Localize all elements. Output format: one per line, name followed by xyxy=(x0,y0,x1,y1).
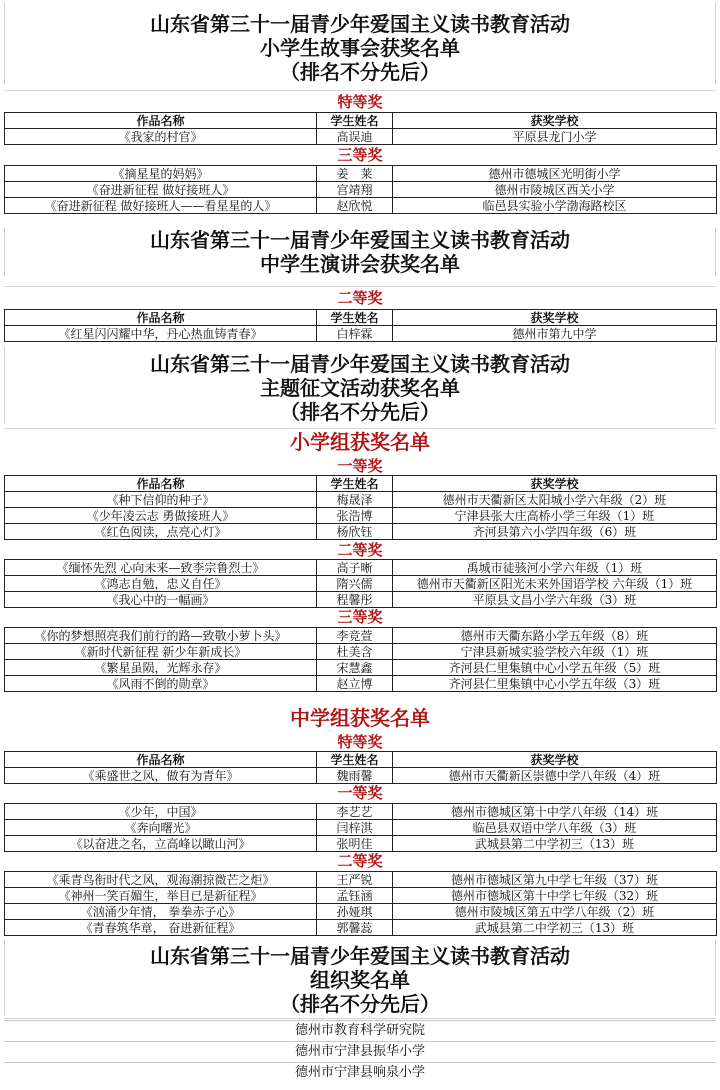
school-cell: 齐河县仁里集镇中心小学五年级（5）班 xyxy=(393,660,717,676)
table-row xyxy=(5,872,717,888)
header-school: 获奖学校 xyxy=(393,310,717,326)
primary-table-second xyxy=(4,559,717,608)
work-title-cell: 《奋进新征程 做好接班人——看星星的人》 xyxy=(5,198,317,214)
student-name-cell: 孟钰涵 xyxy=(317,888,393,904)
header-school: 获奖学校 xyxy=(393,113,717,129)
school-cell: 禹城市徒骇河小学六年级（1）班 xyxy=(393,560,717,576)
student-name-cell: 隋兴儒 xyxy=(317,576,393,592)
primary-table-third xyxy=(4,627,717,692)
table-row xyxy=(5,166,717,182)
award-grade-label: 特等奖 xyxy=(337,733,383,751)
header-work-title: 作品名称 xyxy=(5,476,317,492)
student-name-cell: 程馨彤 xyxy=(317,592,393,608)
speech-title-line-1: 山东省第三十一届青少年爱国主义读书教育活动 xyxy=(150,228,570,252)
school-cell: 平原县文昌小学六年级（3）班 xyxy=(393,592,717,608)
primary-group-heading: 小学组获奖名单 xyxy=(290,430,430,454)
speech-table-second xyxy=(4,309,717,342)
school-cell: 齐河县第六小学四年级（6）班 xyxy=(393,524,717,540)
school-cell: 德州市德城区第十中学八年级（14）班 xyxy=(393,804,717,820)
middle-table-first xyxy=(4,803,717,852)
work-title-cell: 《奔向曙光》 xyxy=(5,820,317,836)
student-name-cell: 张浩博 xyxy=(317,508,393,524)
organization-title-line-3: （排名不分先后） xyxy=(280,992,440,1016)
table-row xyxy=(5,576,717,592)
primary-table-first xyxy=(4,475,717,540)
work-title-cell: 《鸿志自勉，忠义自任》 xyxy=(5,576,317,592)
table-row xyxy=(5,524,717,540)
header-work-title: 作品名称 xyxy=(5,752,317,768)
work-title-cell: 《我家的村官》 xyxy=(5,129,317,145)
work-title-cell: 《缅怀先烈 心向未来—致李宗鲁烈士》 xyxy=(5,560,317,576)
divider xyxy=(4,90,716,91)
school-cell: 德州市陵城区西关小学 xyxy=(393,182,717,198)
story-table-third xyxy=(4,165,717,214)
divider xyxy=(4,1018,716,1019)
story-title-line-1: 山东省第三十一届青少年爱国主义读书教育活动 xyxy=(150,12,570,36)
work-title-cell: 《汹涌少年情， 拳拳赤子心》 xyxy=(5,904,317,920)
student-name-cell: 李艺艺 xyxy=(317,804,393,820)
organization-title xyxy=(4,940,716,1016)
work-title-cell: 《乘青鸟衔时代之风，观海潮掠微芒之炬》 xyxy=(5,872,317,888)
award-grade-label: 一等奖 xyxy=(337,784,383,802)
divider xyxy=(4,286,716,287)
student-name-cell: 郭馨蕊 xyxy=(317,920,393,936)
work-title-cell: 《乘盛世之风，做有为青年》 xyxy=(5,768,317,784)
organization-title-line-2: 组织奖名单 xyxy=(310,968,410,992)
table-header-row xyxy=(5,476,717,492)
table-row xyxy=(5,676,717,692)
work-title-cell: 《摘星星的妈妈》 xyxy=(5,166,317,182)
table-row xyxy=(5,508,717,524)
work-title-cell: 《少年，中国》 xyxy=(5,804,317,820)
school-cell: 德州市天衢东路小学五年级（8）班 xyxy=(393,628,717,644)
header-work-title: 作品名称 xyxy=(5,310,317,326)
table-row xyxy=(5,888,717,904)
student-name-cell: 孙娅琪 xyxy=(317,904,393,920)
table-row xyxy=(5,628,717,644)
student-name-cell: 姜 莱 xyxy=(317,166,393,182)
work-title-cell: 《青春筑华章， 奋进新征程》 xyxy=(5,920,317,936)
student-name-cell: 杨欣钰 xyxy=(317,524,393,540)
table-row xyxy=(5,920,717,936)
work-title-cell: 《少年凌云志 勇做接班人》 xyxy=(5,508,317,524)
table-row xyxy=(5,836,717,852)
table-row xyxy=(5,804,717,820)
table-row xyxy=(5,660,717,676)
award-grade-label: 三等奖 xyxy=(337,146,383,164)
school-cell: 德州市陵城区第五中学八年级（2）班 xyxy=(393,904,717,920)
student-name-cell: 梅晟泽 xyxy=(317,492,393,508)
table-header-row xyxy=(5,752,717,768)
divider xyxy=(4,428,716,429)
middle-table-second xyxy=(4,871,717,936)
story-table-special xyxy=(4,112,717,145)
school-cell: 德州市天衢新区阳光未来外国语学校 六年级（1）班 xyxy=(393,576,717,592)
essay-title-line-3: （排名不分先后） xyxy=(280,400,440,424)
table-row xyxy=(5,326,717,342)
story-title xyxy=(4,2,716,84)
table-row xyxy=(5,198,717,214)
work-title-cell: 《种下信仰的种子》 xyxy=(5,492,317,508)
student-name-cell: 李竞萱 xyxy=(317,628,393,644)
student-name-cell: 杜美含 xyxy=(317,644,393,660)
work-title-cell: 《红色阅读，点亮心灯》 xyxy=(5,524,317,540)
work-title-cell: 《新时代新征程 新少年新成长》 xyxy=(5,644,317,660)
header-student-name: 学生姓名 xyxy=(317,476,393,492)
school-cell: 齐河县仁里集镇中心小学五年级（3）班 xyxy=(393,676,717,692)
organization-item: 德州市宁津县响泉小学 xyxy=(4,1062,716,1083)
organization-title-line-1: 山东省第三十一届青少年爱国主义读书教育活动 xyxy=(150,944,570,968)
student-name-cell: 高子晰 xyxy=(317,560,393,576)
school-cell: 平原县龙门小学 xyxy=(393,129,717,145)
school-cell: 宁津县张大庄高桥小学三年级（1）班 xyxy=(393,508,717,524)
table-row xyxy=(5,129,717,145)
award-grade-label: 二等奖 xyxy=(337,852,383,870)
table-row xyxy=(5,644,717,660)
table-row xyxy=(5,492,717,508)
table-header-row xyxy=(5,113,717,129)
header-work-title: 作品名称 xyxy=(5,113,317,129)
student-name-cell: 宋慧鑫 xyxy=(317,660,393,676)
school-cell: 德州市天衢新区太阳城小学六年级（2）班 xyxy=(393,492,717,508)
award-grade-label: 三等奖 xyxy=(337,608,383,626)
organization-item: 德州市宁津县振华小学 xyxy=(4,1041,716,1062)
table-row xyxy=(5,904,717,920)
essay-title-line-2: 主题征文活动获奖名单 xyxy=(260,376,460,400)
school-cell: 武城县第二中学初三（13）班 xyxy=(393,920,717,936)
essay-title xyxy=(4,346,716,424)
student-name-cell: 闫梓淇 xyxy=(317,820,393,836)
story-title-line-3: （排名不分先后） xyxy=(280,60,440,84)
story-title-line-2: 小学生故事会获奖名单 xyxy=(260,36,460,60)
speech-title-line-2: 中学生演讲会获奖名单 xyxy=(260,252,460,276)
school-cell: 德州市天衢新区崇德中学八年级（4）班 xyxy=(393,768,717,784)
student-name-cell: 魏雨馨 xyxy=(317,768,393,784)
student-name-cell: 张明佳 xyxy=(317,836,393,852)
school-cell: 德州市德城区光明街小学 xyxy=(393,166,717,182)
middle-group-heading: 中学组获奖名单 xyxy=(290,706,430,730)
table-row xyxy=(5,592,717,608)
work-title-cell: 《你的梦想照亮我们前行的路—致敬小萝卜头》 xyxy=(5,628,317,644)
school-cell: 德州市第九中学 xyxy=(393,326,717,342)
student-name-cell: 白梓霖 xyxy=(317,326,393,342)
table-row xyxy=(5,560,717,576)
school-cell: 临邑县双语中学八年级（3）班 xyxy=(393,820,717,836)
organization-item: 德州市教育科学研究院 xyxy=(4,1020,716,1041)
work-title-cell: 《神州一笑百媚生，举目已是新征程》 xyxy=(5,888,317,904)
header-student-name: 学生姓名 xyxy=(317,310,393,326)
student-name-cell: 宫靖翔 xyxy=(317,182,393,198)
header-student-name: 学生姓名 xyxy=(317,113,393,129)
header-school: 获奖学校 xyxy=(393,476,717,492)
award-grade-label: 二等奖 xyxy=(337,541,383,559)
school-cell: 德州市德城区第十中学七年级（32）班 xyxy=(393,888,717,904)
award-grade-label: 一等奖 xyxy=(337,457,383,475)
table-row xyxy=(5,768,717,784)
student-name-cell: 赵欣悦 xyxy=(317,198,393,214)
table-row xyxy=(5,820,717,836)
award-list-page xyxy=(4,2,716,1086)
work-title-cell: 《繁星虽陨，光辉永存》 xyxy=(5,660,317,676)
school-cell: 德州市德城区第九中学七年级（37）班 xyxy=(393,872,717,888)
student-name-cell: 王严锐 xyxy=(317,872,393,888)
essay-title-line-1: 山东省第三十一届青少年爱国主义读书教育活动 xyxy=(150,352,570,376)
table-row xyxy=(5,182,717,198)
school-cell: 武城县第二中学初三（13）班 xyxy=(393,836,717,852)
award-grade-label: 二等奖 xyxy=(337,289,383,307)
work-title-cell: 《风雨不倒的勋章》 xyxy=(5,676,317,692)
work-title-cell: 《以奋进之名，立高峰以瞰山河》 xyxy=(5,836,317,852)
student-name-cell: 高误迪 xyxy=(317,129,393,145)
speech-title xyxy=(4,228,716,276)
header-school: 获奖学校 xyxy=(393,752,717,768)
work-title-cell: 《我心中的一幅画》 xyxy=(5,592,317,608)
middle-table-special xyxy=(4,751,717,784)
school-cell: 宁津县新城实验学校六年级（1）班 xyxy=(393,644,717,660)
student-name-cell: 赵立博 xyxy=(317,676,393,692)
header-student-name: 学生姓名 xyxy=(317,752,393,768)
work-title-cell: 《奋进新征程 做好接班人》 xyxy=(5,182,317,198)
award-grade-label: 特等奖 xyxy=(337,93,383,111)
work-title-cell: 《红星闪闪耀中华，丹心热血铸青春》 xyxy=(5,326,317,342)
school-cell: 临邑县实验小学渤海路校区 xyxy=(393,198,717,214)
table-header-row xyxy=(5,310,717,326)
